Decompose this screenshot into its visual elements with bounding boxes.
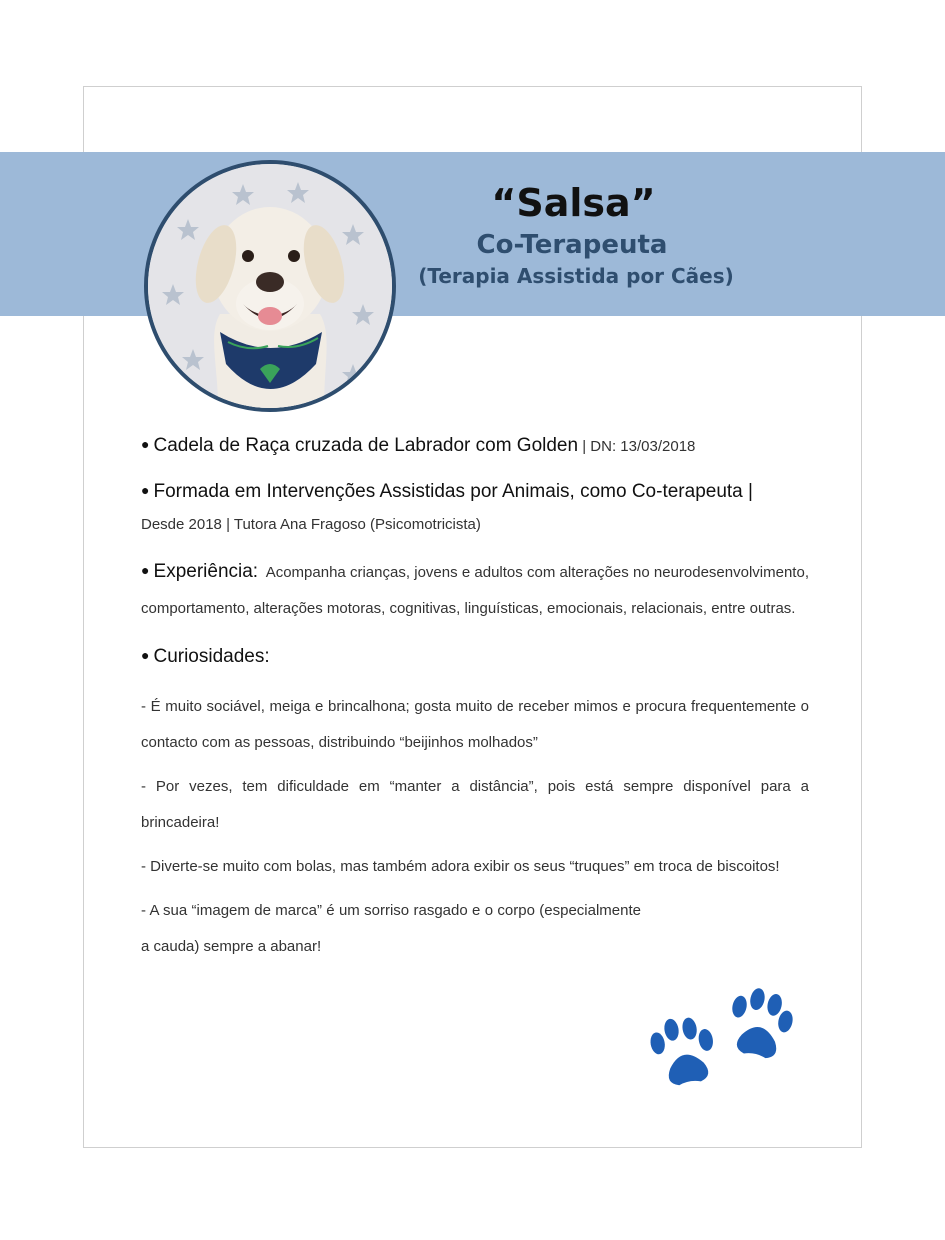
dog-photo xyxy=(144,160,396,412)
bullet-icon: ● xyxy=(141,647,150,663)
profile-content xyxy=(141,428,809,975)
experience-text: Acompanha crianças, jovens e adultos com alterações no neurodesenvolvimento, comportamento, alterações motoras, cognitivas, linguísticas, emocionais, relacionais, entre outras. xyxy=(141,564,809,617)
list-item: - Diverte-se muito com bolas, mas também adora exibir os seus “truques” em troca de biscoitos! xyxy=(141,858,780,875)
bullet-icon: ● xyxy=(141,562,150,578)
curiosities-label: Curiosidades xyxy=(153,646,265,667)
training-text: Formada em Intervenções Assistidas por Animais, como Co-terapeuta | xyxy=(153,481,753,502)
experience-label: Experiência xyxy=(153,561,253,582)
list-item: - Por vezes, tem dificuldade em “manter a distância”, pois está sempre disponível para a brincadeira! xyxy=(141,778,809,831)
breed-text: Cadela de Raça cruzada de Labrador com Golden xyxy=(153,435,579,456)
list-item: - É muito sociável, meiga e brincalhona; gosta muito de receber mimos e procura frequentemente o contacto com as pessoas, distribuindo “beijinhos molhados” xyxy=(141,698,809,751)
role-subtitle: (Terapia Assistida por Cães) xyxy=(418,264,734,288)
item-breed xyxy=(141,428,809,464)
list-item: - A sua “imagem de marca” é um sorriso rasgado e o corpo (especialmente a cauda) sempre a abanar! xyxy=(141,902,641,955)
bullet-icon: ● xyxy=(141,482,150,498)
role-title: Co-Terapeuta xyxy=(476,230,668,260)
birth-date: | DN: 13/03/2018 xyxy=(578,438,696,455)
item-experience: ● Experiência: Acompanha crianças, jovens e adultos com alterações no neurodesenvolvimento, comportamento, alterações motoras, cognitivas, linguísticas, emocionais, relacionais, entre outras. xyxy=(141,561,809,617)
training-detail: Desde 2018 | Tutora Ana Fragoso (Psicomotricista) xyxy=(141,516,481,533)
dog-name: “Salsa” xyxy=(491,181,656,225)
header-title-block xyxy=(400,180,750,290)
bullet-icon: ● xyxy=(141,436,150,452)
paw-prints-icon xyxy=(640,985,800,1100)
item-curiosities: ● Curiosidades: - É muito sociável, meiga e brincalhona; gosta muito de receber mimos e procura frequentemente o contacto com as pessoas, distribuindo “beijinhos molhados” - Por vezes, tem dificuldade em “manter a distância”, pois está sempre disponível para a brincadeira! - Diverte-se muito com bolas, mas também adora exibir os seus “truques” em troca de biscoitos! - A sua “imagem de marca” é um sorriso rasgado e o corpo (especialmente a cauda) sempre a abanar! xyxy=(141,639,809,965)
item-training xyxy=(141,474,809,540)
